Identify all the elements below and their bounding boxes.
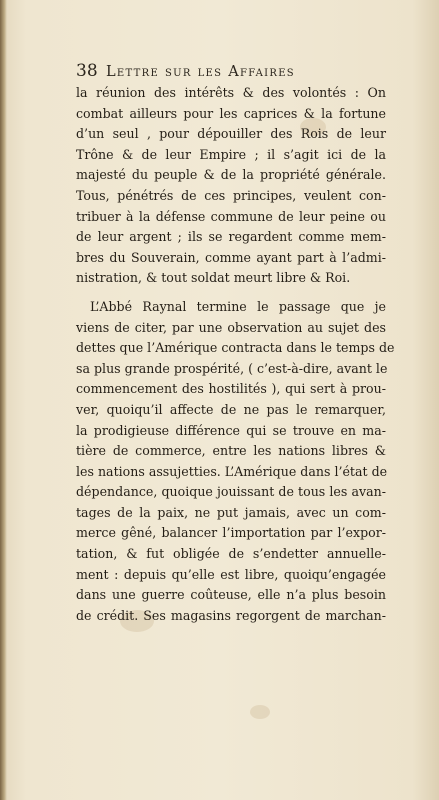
running-title: Lettre sur les Affaires [106, 64, 295, 80]
text-line: tation, & fut obligée de s’endetter annuelle- [76, 546, 386, 562]
text-line: bres du Souverain, comme ayant part à l’admi- [76, 249, 386, 265]
running-header [76, 60, 386, 82]
text-line: viens de citer, par une observation au sujet des [76, 319, 386, 335]
text-line: les nations assujetties. L’Amérique dans l’état de [76, 463, 388, 479]
text-line: combat ailleurs pour les caprices & la fortune [76, 105, 386, 121]
text-line: la prodigieuse différence qui se trouve en ma- [76, 422, 386, 438]
text-line: majesté du peuple & de la propriété générale. [76, 167, 386, 183]
text-line: la réunion des intérêts & des volontés : On [76, 85, 386, 100]
text-line: ver, quoiqu’il affecte de ne pas le remarquer, [76, 401, 386, 417]
page-gutter-shadow [0, 0, 7, 800]
text-line: dans une guerre coûteuse, elle n’a plus besoin [76, 587, 386, 603]
text-line: tribuer à la défense commune de leur peine ou [76, 208, 386, 224]
text-line: Trône & de leur Empire ; il s’agit ici de la [76, 146, 386, 162]
text-line: nistration, & tout soldat meurt libre & Roi. [76, 270, 351, 286]
text-line: d’un seul , pour dépouiller des Rois de leur [76, 126, 386, 142]
body-text [76, 83, 395, 626]
paragraph-1 [76, 83, 386, 289]
text-line: de leur argent ; ils se regardent comme mem- [76, 229, 386, 245]
paragraph-gap [76, 289, 386, 297]
text-line: dettes que l’Amérique contracta dans le temps de [76, 340, 395, 356]
text-line: tière de commerce, entre les nations libres & [76, 443, 386, 459]
text-line: sa plus grande prospérité, ( c’est-à-dire, avant le [76, 360, 388, 376]
text-line: de crédit. Ses magasins regorgent de marchan- [76, 607, 386, 623]
page-number: 38 [76, 61, 98, 81]
text-line: ment : depuis qu’elle est libre, quoiqu’engagée [76, 566, 386, 582]
text-line: L’Abbé Raynal termine le passage que je [90, 298, 386, 314]
paragraph-2 [76, 297, 395, 627]
text-line: merce gêné, balancer l’importation par l’expor- [76, 525, 386, 541]
paper-foxing-spot [250, 705, 270, 719]
text-line: tages de la paix, ne put jamais, avec un com- [76, 504, 386, 520]
text-line: Tous, pénétrés de ces principes, veulent con- [76, 187, 386, 203]
text-line: dépendance, quoique jouissant de tous les avan- [76, 484, 386, 500]
text-line: commencement des hostilités ), qui sert à prou- [76, 381, 386, 397]
